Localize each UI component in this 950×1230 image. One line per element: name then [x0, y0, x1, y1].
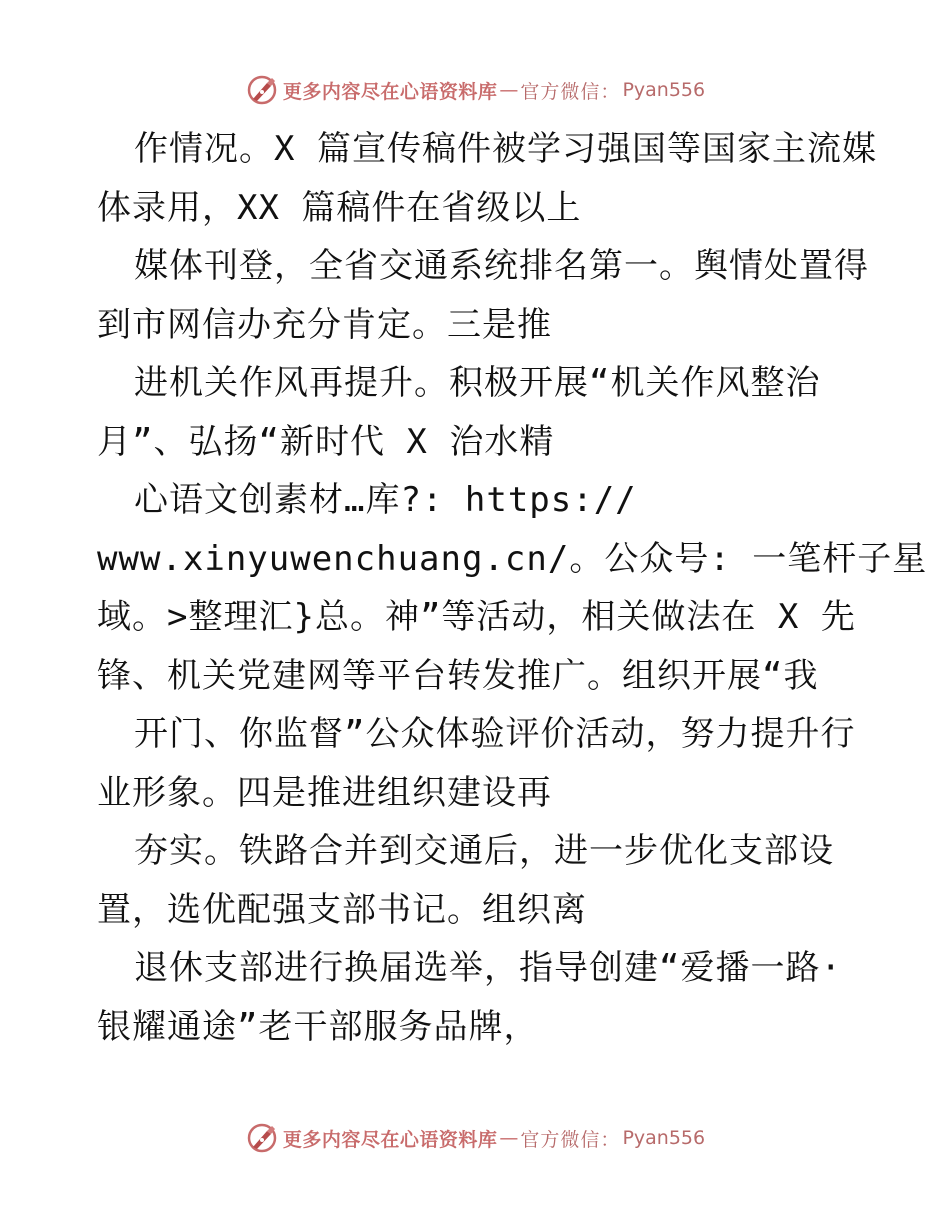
text-line: 体录用，XX 篇稿件在省级以上	[97, 187, 582, 228]
wechat-id: Pyan556	[622, 79, 706, 101]
text-line: 作情况。X 篇宣传稿件被学习强国等国家主流媒	[134, 129, 877, 169]
pen-logo-icon	[245, 1121, 279, 1155]
text-line: 锋、机关党建网等平台转发推广。组织开展“我	[97, 655, 819, 696]
footer-watermark-banner	[0, 1118, 950, 1158]
text-line: 业形象。四是推进组织建设再	[97, 772, 552, 813]
pen-logo-icon	[245, 73, 279, 107]
wechat-label: 官方微信：	[520, 80, 621, 103]
text-line: 开门、你监督”公众体验评价活动，努力提升行	[134, 714, 856, 754]
text-line: 进机关作风再提升。积极开展“机关作风整治	[134, 363, 821, 403]
brand-text: 更多内容尽在心语资料库	[282, 1128, 498, 1151]
text-line: 银耀通途”老干部服务品牌，	[97, 1006, 539, 1047]
text-line: 退休支部进行换届选举，指导创建“爱播一路·	[134, 948, 842, 988]
brand-separator: —	[499, 1127, 519, 1149]
text-line: www.xinyuwenchuang.cn/。公众号: 一笔杆子星	[97, 538, 928, 579]
header-watermark-banner	[0, 70, 950, 110]
document-body	[97, 120, 928, 1056]
text-line: 到市网信办充分肯定。三是推	[97, 304, 552, 345]
text-line: 置，选优配强支部书记。组织离	[97, 889, 587, 930]
text-line: 媒体刊登，全省交通系统排名第一。舆情处置得	[134, 246, 869, 286]
wechat-label: 官方微信：	[520, 1128, 621, 1151]
text-line: 月”、弘扬“新时代 X 治水精	[97, 421, 555, 462]
wechat-id: Pyan556	[622, 1127, 706, 1149]
brand-text: 更多内容尽在心语资料库	[282, 80, 498, 103]
text-line: 域。>整理汇}总。神”等活动，相关做法在 X 先	[97, 597, 856, 637]
brand-separator: —	[499, 79, 519, 101]
text-line: 夯实。铁路合并到交通后，进一步优化支部设	[134, 831, 834, 871]
text-line: 心语文创素材…库?: https://	[134, 480, 637, 520]
